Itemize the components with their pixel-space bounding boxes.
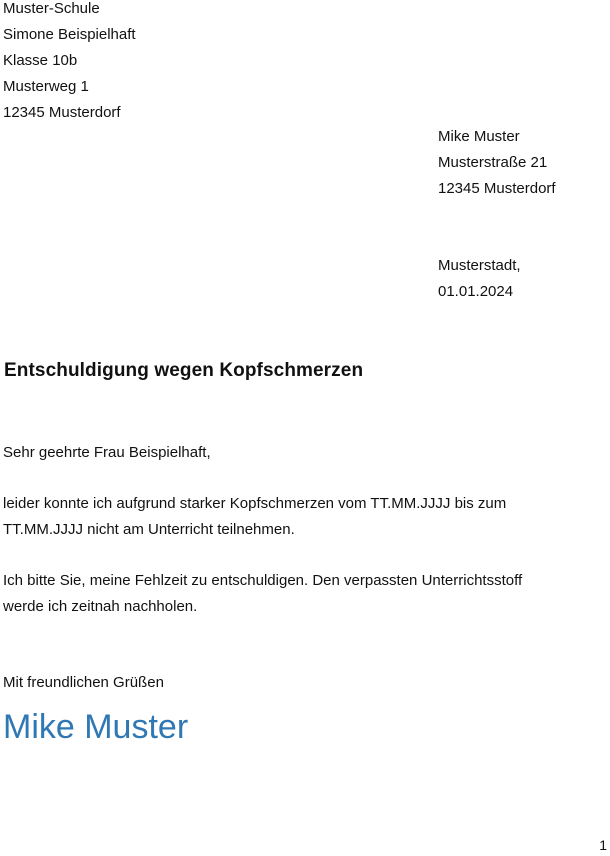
paragraph-line: TT.MM.JJJJ nicht am Unterricht teilnehmen. [3, 521, 295, 538]
sender-class: Klasse 10b [3, 52, 78, 69]
paragraph-line: Ich bitte Sie, meine Fehlzeit zu entschuldigen. Den verpassten Unterrichtsstoff [3, 572, 523, 589]
recipient-street: Musterstraße 21 [438, 154, 548, 171]
sender-street: Musterweg 1 [3, 78, 89, 95]
paragraph-line: werde ich zeitnah nachholen. [3, 598, 198, 615]
sender-address [3, 0, 136, 126]
letter-closing: Mit freundlichen Grüßen [3, 674, 164, 691]
sender-school: Muster-Schule [3, 0, 100, 17]
body-paragraph-2 [3, 568, 593, 620]
sender-city: 12345 Musterdorf [3, 104, 121, 121]
signature: Mike Muster [3, 708, 189, 746]
paragraph-line: leider konnte ich aufgrund starker Kopfschmerzen vom TT.MM.JJJJ bis zum [3, 495, 507, 512]
date-block [438, 253, 521, 305]
letter-subject: Entschuldigung wegen Kopfschmerzen [4, 360, 364, 381]
recipient-city: 12345 Musterdorf [438, 180, 556, 197]
recipient-name: Mike Muster [438, 128, 520, 145]
sender-name: Simone Beispielhaft [3, 26, 136, 43]
page-number: 1 [599, 837, 607, 853]
letter-greeting: Sehr geehrte Frau Beispielhaft, [3, 444, 211, 461]
body-paragraph-1 [3, 491, 593, 543]
date-place: Musterstadt, [438, 257, 521, 274]
recipient-address [438, 124, 556, 202]
date-value: 01.01.2024 [438, 283, 514, 300]
